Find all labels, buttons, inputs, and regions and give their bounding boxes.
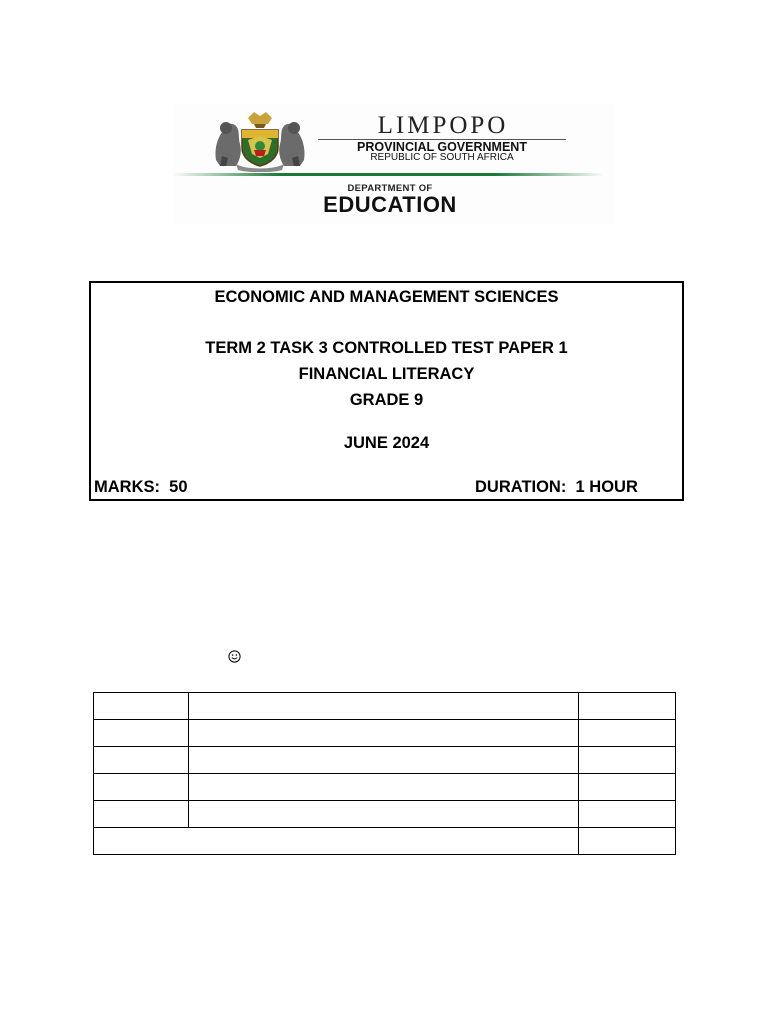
topic-title: FINANCIAL LITERACY bbox=[298, 365, 475, 383]
date-title: JUNE 2024 bbox=[343, 434, 430, 452]
department-name: EDUCATION bbox=[323, 192, 457, 217]
table-cell bbox=[579, 720, 676, 747]
grade-title: GRADE 9 bbox=[349, 391, 424, 409]
logo-subtitle-line1: PROVINCIAL GOVERNMENT bbox=[357, 140, 527, 154]
table-cell bbox=[189, 720, 579, 747]
duration-text: DURATION: 1 HOUR bbox=[475, 478, 638, 496]
logo-subtitle-line2: REPUBLIC OF SOUTH AFRICA bbox=[370, 152, 514, 163]
table-cell bbox=[189, 774, 579, 801]
table-cell bbox=[94, 747, 189, 774]
smiley-face-icon bbox=[228, 650, 241, 663]
table-cell bbox=[94, 828, 579, 855]
table-cell bbox=[94, 720, 189, 747]
table-row bbox=[94, 693, 676, 720]
marks-text: MARKS: 50 bbox=[94, 478, 188, 496]
table-cell bbox=[189, 801, 579, 828]
marks-table bbox=[93, 692, 676, 855]
cover-title-box bbox=[89, 281, 684, 501]
table-cell bbox=[579, 693, 676, 720]
table-row bbox=[94, 747, 676, 774]
table-row bbox=[94, 720, 676, 747]
logo-green-divider bbox=[172, 173, 604, 176]
table-cell bbox=[189, 747, 579, 774]
table-row bbox=[94, 774, 676, 801]
limpopo-education-logo bbox=[170, 104, 614, 224]
table-total-row bbox=[94, 828, 676, 855]
table-cell bbox=[579, 828, 676, 855]
table-cell bbox=[579, 747, 676, 774]
department-label: DEPARTMENT OF bbox=[347, 183, 433, 194]
task-title: TERM 2 TASK 3 CONTROLLED TEST PAPER 1 bbox=[205, 339, 568, 357]
subject-title: ECONOMIC AND MANAGEMENT SCIENCES bbox=[214, 288, 559, 306]
table-cell bbox=[579, 774, 676, 801]
coat-of-arms-icon bbox=[210, 110, 310, 172]
table-cell bbox=[94, 801, 189, 828]
table-cell bbox=[94, 774, 189, 801]
table-cell bbox=[189, 693, 579, 720]
logo-wordmark: LIMPOPO bbox=[377, 112, 509, 139]
table-cell bbox=[94, 693, 189, 720]
table-row bbox=[94, 801, 676, 828]
table-cell bbox=[579, 801, 676, 828]
